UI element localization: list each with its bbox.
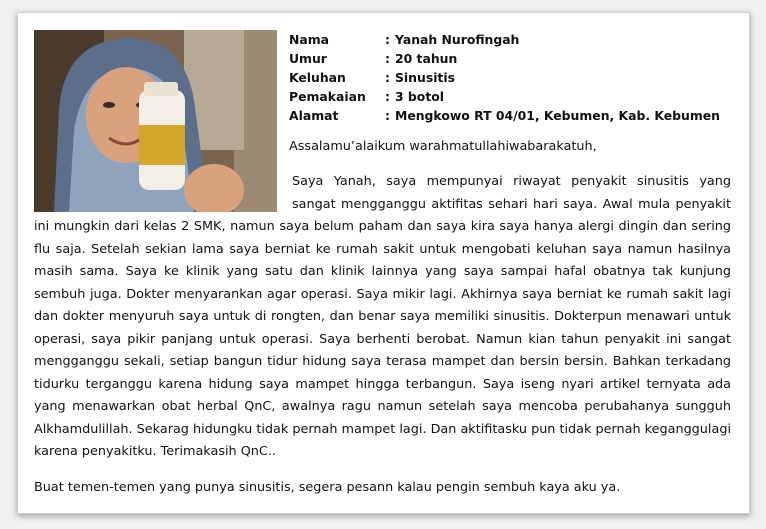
profile-value: Yanah Nurofingah: [395, 32, 520, 47]
profile-separator: :: [385, 108, 390, 123]
letter-closing: Buat temen-temen yang punya sinusitis, segera pesann kalau pengin sembuh kaya aku ya.: [34, 480, 621, 495]
profile-row-usage: [289, 87, 739, 106]
profile-value: 20 tahun: [395, 51, 458, 66]
letter-body-text: Saya Yanah, saya mempunyai riwayat penyakit sinusitis yang sangat mengganggu aktifitas sehari hari saya. Awal mula penyakit ini mungkin dari kelas 2 SMK, namun saya belum paham dan saya kira saya hanya alergi dingin dan sering flu saja. Setelah sekian lama saya berniat ke rumah sakit untuk mengobati keluhan saya namun hasilnya masih sama. Saya ke klinik yang satu dan klinik lainnya yang saya sampai hafal obatnya tak kunjung sembuh juga. Dokter menyarankan agar operasi. Saya mikir lagi. Akhirnya saya berniat ke rumah sakit lagi dan dokter menyuruh saya untuk di rongten, dan benar saya memiliki sinusitis. Dokterpun menawari untuk operasi, saya pikir panjang untuk operasi. Saya berhenti berobat. Namun kian tahun penyakit ini sangat mengganggu sekali, setiap bangun tidur hidung saya terasa mampet dan bersin bersin. Bahkan terkadang tidurku terganggu karena hidung saya mampet hingga terbangun. Saya iseng nyari artikel ternyata ada yang menawarkan obat herbal QnC, awalnya ragu namun setelah saya mencoba perubahanya sungguh Alkhamdulillah. Sekarag hidungku tidak pernah mampet lagi. Dan aktifitasku pun tidak pernah keganggulagi karena penyakitku. Terimakasih QnC..: [34, 174, 731, 459]
letter-greeting: Assalamu’alaikum warahmatullahiwabarakatuh,: [289, 139, 597, 154]
profile-info: [289, 30, 739, 125]
profile-label: Nama: [289, 32, 330, 47]
profile-row-name: [289, 30, 739, 49]
profile-separator: :: [385, 89, 390, 104]
letter-body-paragraph: [34, 171, 731, 464]
profile-separator: :: [385, 70, 390, 85]
profile-value: Mengkowo RT 04/01, Kebumen, Kab. Kebumen: [395, 108, 720, 123]
profile-value: 3 botol: [395, 89, 444, 104]
profile-separator: :: [385, 51, 390, 66]
profile-row-address: [289, 106, 739, 125]
profile-label: Alamat: [289, 108, 339, 123]
profile-value: Sinusitis: [395, 70, 455, 85]
profile-label: Keluhan: [289, 70, 346, 85]
photo-wrap-spacer: [34, 171, 292, 213]
profile-row-age: [289, 49, 739, 68]
profile-label: Pemakaian: [289, 89, 366, 104]
testimonial-card: [17, 12, 750, 514]
profile-row-complaint: [289, 68, 739, 87]
profile-separator: :: [385, 32, 390, 47]
profile-label: Umur: [289, 51, 327, 66]
